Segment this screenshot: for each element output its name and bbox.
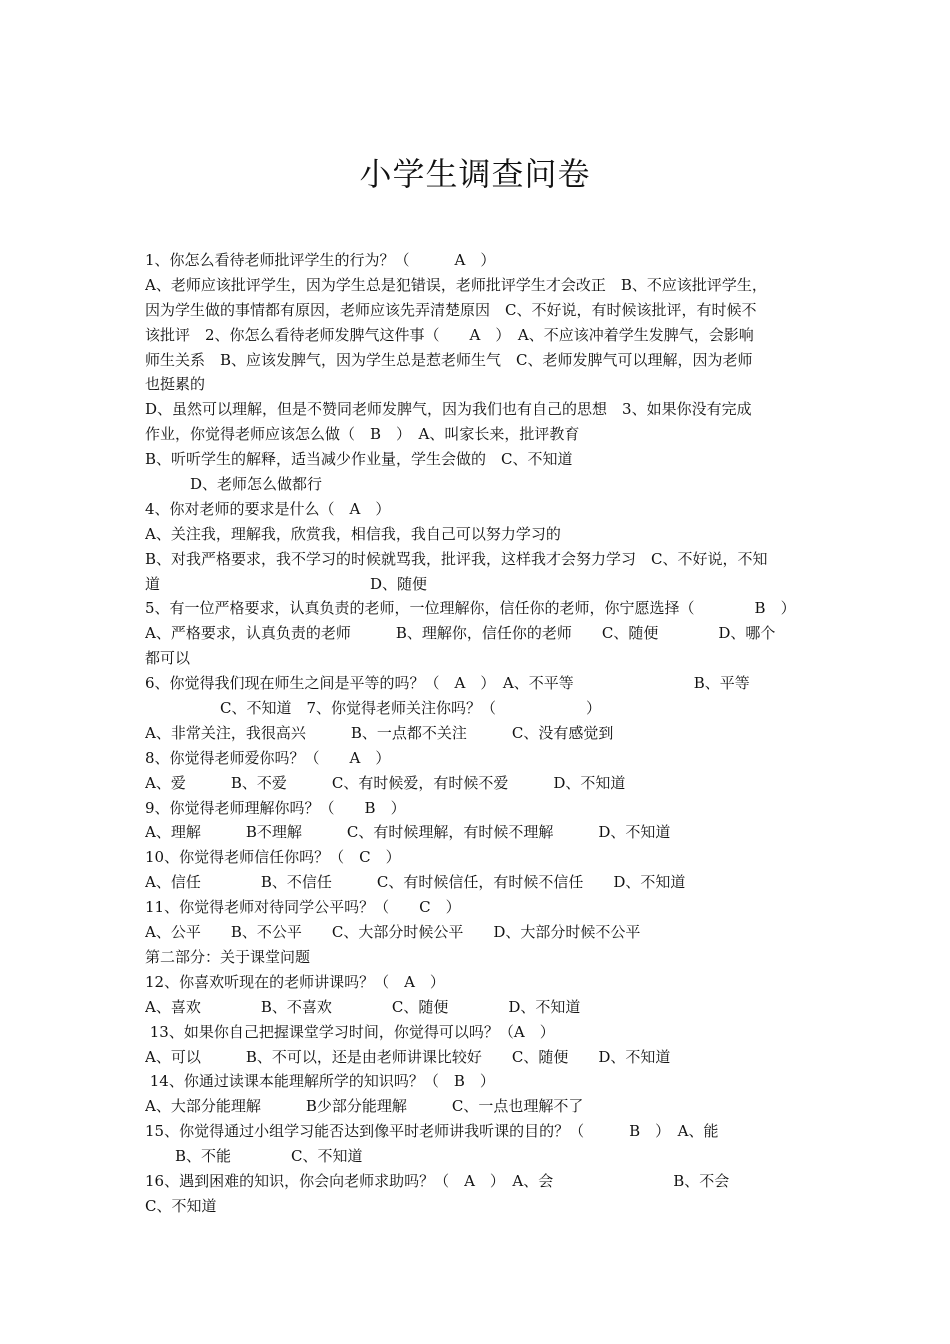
text-line: 13、如果你自己把握课堂学习时间，你觉得可以吗？（A ） (145, 1022, 555, 1041)
text-line: A、大部分能理解 B少部分能理解 C、一点也理解不了 (145, 1097, 584, 1116)
text-line: 作业，你觉得老师应该怎么做（ B ） A、叫家长来，批评教育 (145, 425, 580, 444)
text-line: A、公平 B、不公平 C、大部分时候公平 D、大部分时候不公平 (145, 923, 641, 942)
text-line: 8、你觉得老师爱你吗？（ A ） (145, 748, 391, 767)
text-line: D、老师怎么做都行 (145, 475, 323, 494)
text-line: A、理解 B不理解 C、有时候理解，有时候不理解 D、不知道 (145, 823, 671, 842)
text-line: A、爱 B、不爱 C、有时候爱，有时候不爱 D、不知道 (145, 773, 626, 792)
text-line: 都可以 (145, 649, 191, 668)
text-line: A、可以 B、不可以，还是由老师讲课比较好 C、随便 D、不知道 (145, 1047, 671, 1066)
text-line: A、关注我，理解我，欣赏我，相信我，我自己可以努力学习的 (145, 524, 561, 543)
text-line: 12、你喜欢听现在的老师讲课吗？（ A ） (145, 972, 445, 991)
text-line: 也挺累的 (145, 375, 206, 394)
text-line: B、不能 C、不知道 (145, 1147, 363, 1166)
text-line: 因为学生做的事情都有原因，老师应该先弄清楚原因 C、不好说，有时候该批评，有时候不 (145, 300, 757, 319)
questionnaire-body (145, 248, 810, 1219)
text-line: A、信任 B、不信任 C、有时候信任，有时候不信任 D、不知道 (145, 873, 686, 892)
page-title: 小学生调查问卷 (359, 155, 591, 193)
text-line: C、不知道 7、你觉得老师关注你吗？（ ） (145, 699, 602, 718)
text-line: 师生关系 B、应该发脾气，因为学生总是惹老师生气 C、老师发脾气可以理解，因为老师 (145, 350, 753, 369)
text-line: A、喜欢 B、不喜欢 C、随便 D、不知道 (145, 997, 581, 1016)
text-line: B、对我严格要求，我不学习的时候就骂我，批评我，这样我才会努力学习 C、不好说，不知 (145, 549, 768, 568)
text-line: B、听听学生的解释，适当减少作业量，学生会做的 C、不知道 (145, 450, 573, 469)
text-line: 第二部分：关于课堂问题 (145, 947, 311, 966)
text-line: A、老师应该批评学生，因为学生总是犯错误，老师批评学生才会改正 B、不应该批评学生， (145, 275, 767, 294)
text-line: 道 D、随便 (145, 574, 428, 593)
text-line: 4、你对老师的要求是什么（ A ） (145, 499, 391, 518)
text-line: D、虽然可以理解，但是不赞同老师发脾气，因为我们也有自己的思想 3、如果你没有完成 (145, 400, 752, 419)
text-line: 11、你觉得老师对待同学公平吗？（ C ） (145, 898, 461, 917)
text-line: 6、你觉得我们现在师生之间是平等的吗？（ A ） A、不平等 B、平等 (145, 674, 750, 693)
text-line: 5、有一位严格要求，认真负责的老师，一位理解你，信任你的老师，你宁愿选择（ B ） (145, 599, 796, 618)
text-line: 16、遇到困难的知识，你会向老师求助吗？（ A ） A、会 B、不会 (145, 1171, 730, 1190)
text-line: A、非常关注，我很高兴 B、一点都不关注 C、没有感觉到 (145, 723, 614, 742)
text-line: 1、你怎么看待老师批评学生的行为？（ A ） (145, 251, 496, 269)
text-line: 9、你觉得老师理解你吗？（ B ） (145, 798, 406, 817)
text-line: C、不知道 (145, 1196, 217, 1215)
text-line: 10、你觉得老师信任你吗？（ C ） (145, 848, 401, 867)
text-line: 15、你觉得通过小组学习能否达到像平时老师讲我听课的目的？（ B ） A、能 (145, 1122, 719, 1141)
text-line: 14、你通过读课本能理解所学的知识吗？（ B ） (145, 1072, 495, 1091)
text-line: 该批评 2、你怎么看待老师发脾气这件事（ A ） A、不应该冲着学生发脾气，会影响 (145, 325, 754, 344)
text-line: A、严格要求，认真负责的老师 B、理解你，信任你的老师 C、随便 D、哪个 (145, 624, 776, 643)
